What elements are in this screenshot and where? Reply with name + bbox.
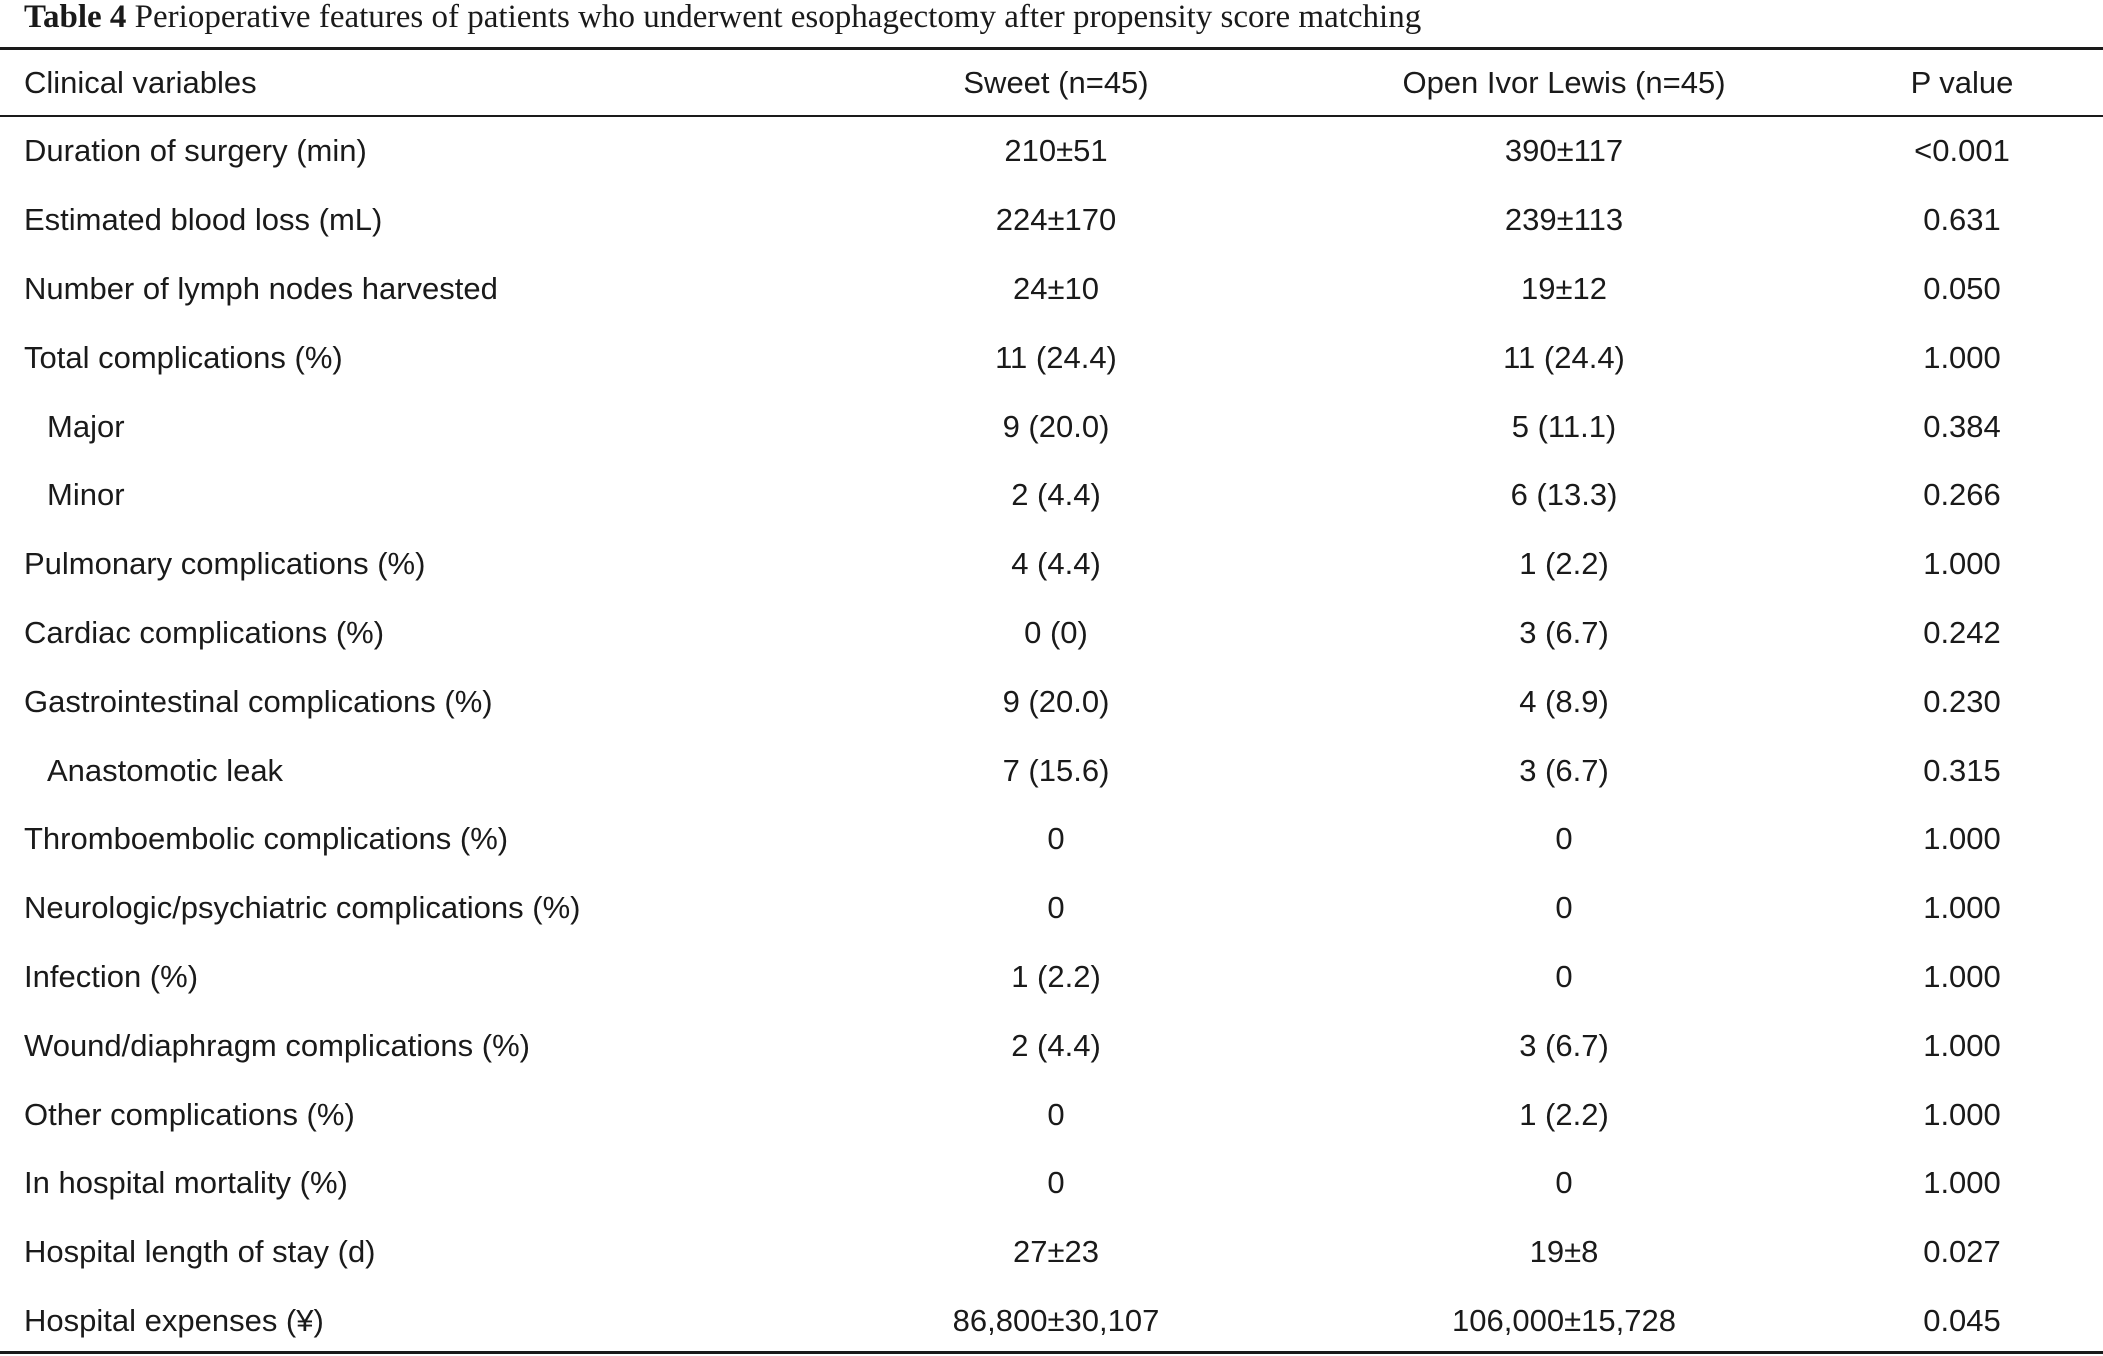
cell-clinical-variable: Total complications (%) bbox=[24, 339, 343, 375]
cell-sweet: 224±170 bbox=[995, 202, 1117, 238]
cell-clinical-variable: Anastomotic leak bbox=[47, 752, 284, 788]
table-row bbox=[0, 117, 2103, 186]
cell-p-value: 0.315 bbox=[1923, 752, 2001, 788]
cell-clinical-variable: Duration of surgery (min) bbox=[24, 133, 367, 169]
table-row bbox=[0, 186, 2103, 255]
cell-sweet: 9 (20.0) bbox=[1002, 408, 1110, 444]
cell-p-value: 0.631 bbox=[1923, 202, 2001, 238]
cell-sweet: 9 (20.0) bbox=[1002, 683, 1110, 719]
table-row bbox=[0, 736, 2103, 805]
table-row bbox=[0, 667, 2103, 736]
cell-open-ivor-lewis: 6 (13.3) bbox=[1510, 477, 1618, 513]
table-row bbox=[0, 1080, 2103, 1149]
cell-sweet: 24±10 bbox=[1013, 270, 1099, 306]
table-row bbox=[0, 943, 2103, 1012]
cell-open-ivor-lewis: 239±113 bbox=[1504, 202, 1624, 238]
column-header-open-ivor-lewis: Open Ivor Lewis (n=45) bbox=[1402, 64, 1726, 100]
table-row bbox=[0, 392, 2103, 461]
cell-clinical-variable: Cardiac complications (%) bbox=[24, 614, 385, 650]
table-caption-text: Perioperative features of patients who underwent esophagectomy after propensity score matching bbox=[134, 0, 1422, 35]
column-header-p-value: P value bbox=[1910, 64, 2014, 100]
table-row bbox=[0, 805, 2103, 874]
table-header-row bbox=[0, 50, 2103, 115]
cell-clinical-variable: Neurologic/psychiatric complications (%) bbox=[24, 890, 581, 926]
cell-clinical-variable: Pulmonary complications (%) bbox=[24, 546, 426, 582]
cell-p-value: 1.000 bbox=[1923, 890, 2001, 926]
table-caption-label: Table 4 bbox=[24, 0, 127, 35]
cell-p-value: 0.045 bbox=[1923, 1302, 2001, 1338]
cell-p-value: 0.242 bbox=[1923, 614, 2001, 650]
cell-p-value: 1.000 bbox=[1923, 958, 2001, 994]
cell-open-ivor-lewis: 106,000±15,728 bbox=[1452, 1302, 1676, 1338]
cell-p-value: 0.384 bbox=[1923, 408, 2001, 444]
cell-sweet: 0 (0) bbox=[1024, 614, 1088, 650]
cell-clinical-variable: Wound/diaphragm complications (%) bbox=[24, 1027, 530, 1063]
cell-sweet: 27±23 bbox=[1013, 1234, 1099, 1270]
cell-p-value: 1.000 bbox=[1923, 821, 2001, 857]
cell-p-value: 0.050 bbox=[1923, 270, 2001, 306]
cell-p-value: 1.000 bbox=[1923, 1165, 2001, 1201]
cell-clinical-variable: Hospital length of stay (d) bbox=[24, 1234, 376, 1270]
column-header-sweet: Sweet (n=45) bbox=[963, 64, 1149, 100]
cell-sweet: 7 (15.6) bbox=[1002, 752, 1110, 788]
cell-sweet: 0 bbox=[1047, 1096, 1065, 1132]
cell-open-ivor-lewis: 3 (6.7) bbox=[1519, 1027, 1609, 1063]
table-row bbox=[0, 461, 2103, 530]
cell-p-value: 0.230 bbox=[1923, 683, 2001, 719]
table-caption bbox=[24, 0, 1421, 40]
column-header-clinical-variables: Clinical variables bbox=[24, 64, 257, 100]
cell-open-ivor-lewis: 0 bbox=[1555, 890, 1573, 926]
cell-open-ivor-lewis: 0 bbox=[1555, 821, 1573, 857]
cell-p-value: 1.000 bbox=[1923, 1027, 2001, 1063]
cell-sweet: 0 bbox=[1047, 1165, 1065, 1201]
cell-p-value: 1.000 bbox=[1923, 1096, 2001, 1132]
table-row bbox=[0, 530, 2103, 599]
cell-open-ivor-lewis: 3 (6.7) bbox=[1519, 614, 1609, 650]
table-row bbox=[0, 323, 2103, 392]
table-row bbox=[0, 1149, 2103, 1218]
cell-sweet: 4 (4.4) bbox=[1011, 546, 1101, 582]
cell-open-ivor-lewis: 0 bbox=[1555, 1165, 1573, 1201]
table-body bbox=[0, 117, 2103, 1355]
cell-clinical-variable: Gastrointestinal complications (%) bbox=[24, 683, 493, 719]
cell-p-value: <0.001 bbox=[1914, 133, 2010, 169]
cell-sweet: 0 bbox=[1047, 890, 1065, 926]
cell-open-ivor-lewis: 11 (24.4) bbox=[1503, 339, 1625, 375]
table-row bbox=[0, 1218, 2103, 1287]
cell-clinical-variable: Number of lymph nodes harvested bbox=[24, 270, 498, 306]
cell-clinical-variable: Minor bbox=[47, 477, 125, 513]
cell-clinical-variable: Infection (%) bbox=[24, 958, 199, 994]
cell-open-ivor-lewis: 19±12 bbox=[1521, 270, 1607, 306]
cell-clinical-variable: Hospital expenses (¥) bbox=[24, 1302, 324, 1338]
cell-clinical-variable: Other complications (%) bbox=[24, 1096, 355, 1132]
cell-p-value: 1.000 bbox=[1923, 546, 2001, 582]
table-row bbox=[0, 599, 2103, 668]
cell-p-value: 0.027 bbox=[1923, 1234, 2001, 1270]
cell-sweet: 0 bbox=[1047, 821, 1065, 857]
cell-sweet: 86,800±30,107 bbox=[952, 1302, 1160, 1338]
cell-sweet: 2 (4.4) bbox=[1011, 1027, 1101, 1063]
cell-open-ivor-lewis: 1 (2.2) bbox=[1519, 546, 1609, 582]
cell-clinical-variable: Estimated blood loss (mL) bbox=[24, 202, 383, 238]
cell-open-ivor-lewis: 19±8 bbox=[1529, 1234, 1599, 1270]
cell-sweet: 2 (4.4) bbox=[1011, 477, 1101, 513]
table-row bbox=[0, 874, 2103, 943]
cell-p-value: 1.000 bbox=[1923, 339, 2001, 375]
table-row bbox=[0, 1011, 2103, 1080]
cell-sweet: 210±51 bbox=[1004, 133, 1108, 169]
cell-clinical-variable: Thromboembolic complications (%) bbox=[24, 821, 509, 857]
cell-open-ivor-lewis: 1 (2.2) bbox=[1519, 1096, 1609, 1132]
cell-clinical-variable: In hospital mortality (%) bbox=[24, 1165, 348, 1201]
cell-open-ivor-lewis: 3 (6.7) bbox=[1519, 752, 1609, 788]
cell-open-ivor-lewis: 0 bbox=[1555, 958, 1573, 994]
cell-clinical-variable: Major bbox=[47, 408, 125, 444]
cell-p-value: 0.266 bbox=[1923, 477, 2001, 513]
table-row bbox=[0, 1287, 2103, 1356]
cell-sweet: 11 (24.4) bbox=[995, 339, 1117, 375]
cell-sweet: 1 (2.2) bbox=[1011, 958, 1101, 994]
table-row bbox=[0, 255, 2103, 324]
cell-open-ivor-lewis: 4 (8.9) bbox=[1519, 683, 1609, 719]
cell-open-ivor-lewis: 390±117 bbox=[1504, 133, 1624, 169]
cell-open-ivor-lewis: 5 (11.1) bbox=[1511, 408, 1617, 444]
